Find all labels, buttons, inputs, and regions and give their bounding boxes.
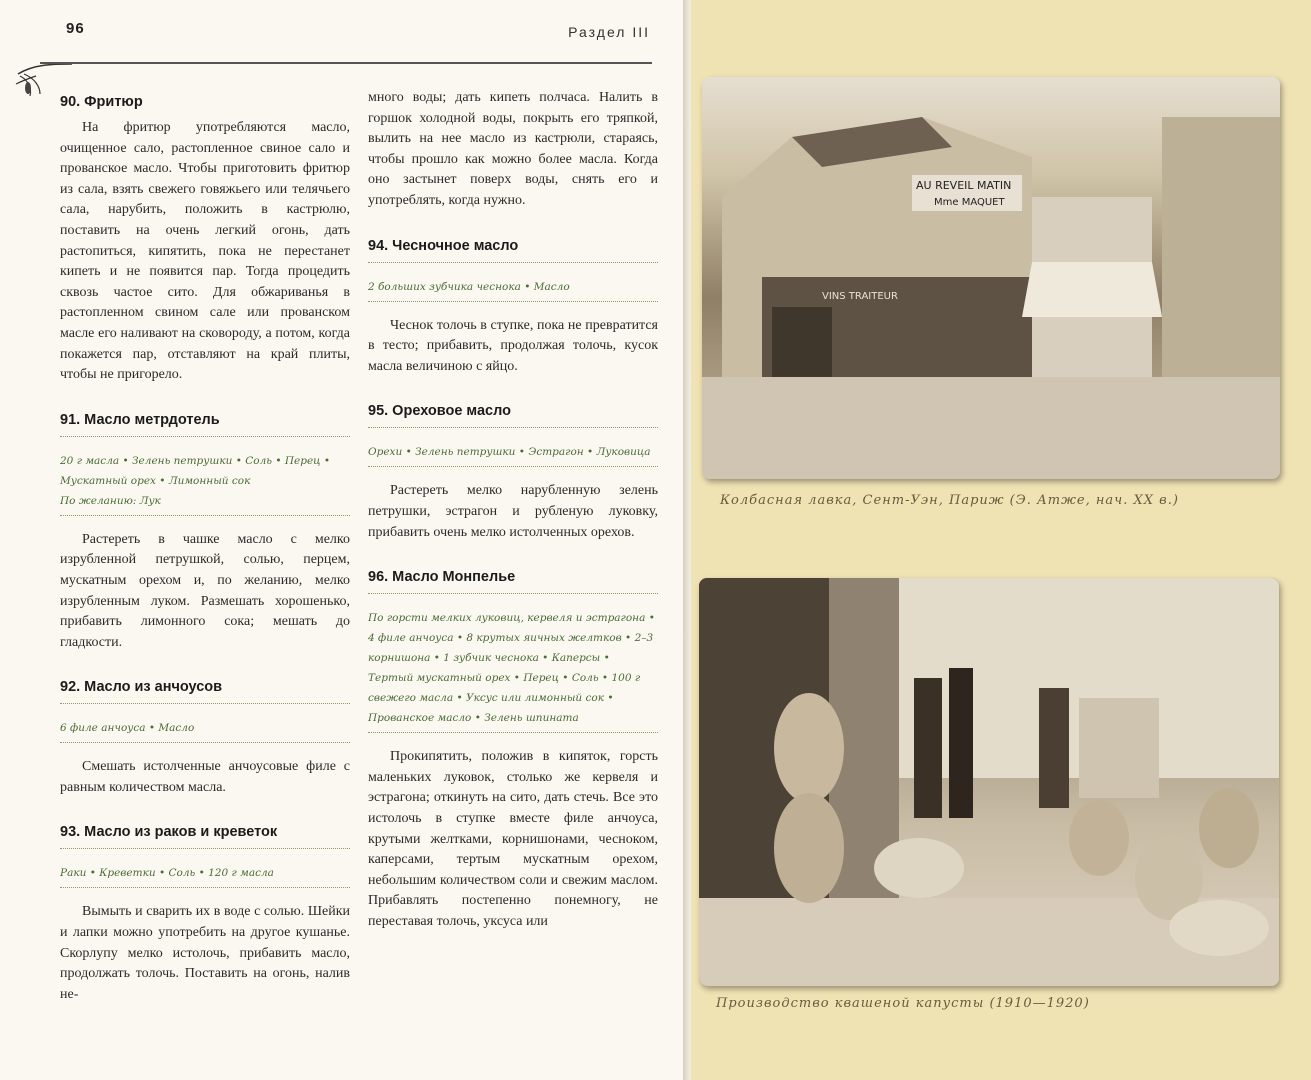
- divider: [60, 436, 350, 443]
- recipe-text: Растереть мелко нарубленную зелень петрушки, эстрагон и рубленую луковку, прибавить очень мелко истолченных орехов.: [368, 483, 658, 540]
- divider: [368, 262, 658, 269]
- recipe-text: Чеснок толочь в ступке, пока не превратится в тесто; прибавить, продолжая толочь, кусок масла величиною с яйцо.: [368, 317, 658, 374]
- recipe-92: [60, 679, 350, 798]
- recipe-text: Прокипятить, положив в кипяток, горсть маленьких луковок, столько же кервеля и эстрагона; откинуть на сито, дать стечь. Все это истолочь в ступке вместе филе анчоуса, крутыми желтками, корнишонами, чесноком, каперсами, тертым мускатным орехом, небольшим количеством соли и свежим маслом. Прибавлять постепенно понемногу, не переставая толочь, уксуса или: [368, 749, 658, 929]
- recipe-title: 91. Масло метрдотель: [60, 411, 220, 428]
- recipe-text: Вымыть и сварить их в воде с солью. Шейки и лапки можно употребить на другое кушанье. Скорлупу мелко истолочь, прибавить масло, продолжать толочь. Поставить на огонь, налив не-: [60, 904, 350, 1002]
- ingredients: По горсти мелких луковиц, кервеля и эстрагона • 4 филе анчоуса • 8 крутых яичных желтков • 2–3 корнишона • 1 зубчик чеснока • Каперсы • Тертый мускатный орех • Перец • Соль • 100 г свежего масла • Уксус или лимонный сок • Прованское масло • Зелень шпината: [368, 612, 655, 725]
- divider: [60, 515, 350, 522]
- section-title: Раздел III: [568, 24, 650, 40]
- recipe-90: [60, 94, 350, 386]
- recipe-93: [60, 824, 350, 1005]
- right-column: [368, 88, 658, 946]
- recipe-title: 96. Масло Монпелье: [368, 569, 516, 586]
- recipe-91: [60, 412, 350, 654]
- photo-sausage-shop: [702, 77, 1280, 479]
- recipe-94: [368, 238, 658, 378]
- divider: [368, 732, 658, 739]
- divider: [368, 427, 658, 434]
- divider: [368, 593, 658, 600]
- photo-illustration: [702, 77, 1280, 479]
- shop-sign: Mme MAQUET: [934, 197, 1005, 208]
- recipe-96: [368, 569, 658, 932]
- recipe-title: 90. Фритюр: [60, 94, 143, 110]
- recipe-title: 95. Ореховое масло: [368, 403, 511, 420]
- divider: [60, 848, 350, 855]
- photo-caption: Колбасная лавка, Сент-Уэн, Париж (Э. Атже, нач. XX в.): [720, 493, 1179, 508]
- divider: [60, 703, 350, 710]
- continuation-text: много воды; дать кипеть полчаса. Налить в горшок холодной воды, покрыть его тряпкой, вылить на нее масло из кастрюли, стараясь, чтобы прошло как можно более масла. Когда оно застынет поверх воды, снять его и употреблять, когда нужно.: [368, 90, 658, 208]
- photo-caption: Производство квашеной капусты (1910—1920): [716, 996, 1090, 1011]
- page-gutter: [683, 0, 691, 1080]
- recipe-title: 94. Чесночное масло: [368, 237, 519, 254]
- header-rule: [40, 62, 652, 64]
- ingredients: 6 филе анчоуса • Масло: [60, 722, 195, 735]
- page-number: 96: [66, 20, 85, 37]
- recipe-text: Смешать истолченные анчоусовые филе с равным количеством масла.: [60, 759, 350, 795]
- shop-sign: AU REVEIL MATIN: [916, 179, 1012, 192]
- divider: [60, 742, 350, 749]
- ingredients: Орехи • Зелень петрушки • Эстрагон • Луковица: [368, 446, 651, 459]
- ingredients: 2 больших зубчика чеснока • Масло: [368, 280, 570, 293]
- divider: [368, 301, 658, 308]
- recipe-text: На фритюр употребляются масло, очищенное сало, растопленное свиное сало и прованское масло. Чтобы приготовить фритюр из сала, взять свежего говяжьего или телячьего сала, нарубить, положить в кастрюлю, поставить на очень легкий огонь, дать растопиться, кипятить, пока не перестанет кипеть и не появится пар. Тогда процедить сквозь частое сито. Для обжариванья в растопленном свином сале или прованском масле его наливают на сковороду, а потом, когда покажется пар, отставляют на край плиты, чтобы не пригорело.: [60, 120, 350, 383]
- left-column: [60, 88, 350, 1019]
- recipe-title: 93. Масло из раков и креветок: [60, 824, 278, 841]
- photo-illustration: [699, 578, 1279, 986]
- divider: [60, 887, 350, 894]
- ingredients: Раки • Креветки • Соль • 120 г масла: [60, 867, 274, 880]
- recipe-title: 92. Масло из анчоусов: [60, 679, 223, 696]
- shop-sign: VINS TRAITEUR: [822, 291, 898, 302]
- recipe-text: Растереть в чашке масло с мелко изрубленной петрушкой, солью, перцем, мускатным орехом и, по желанию, мелко изрубленным луком. Размешать хорошенько, прибавить лимонного сока; мешать до гладкости.: [60, 531, 350, 650]
- divider: [368, 466, 658, 473]
- photo-sauerkraut-production: [699, 578, 1279, 986]
- recipe-95: [368, 403, 658, 543]
- ingredients: 20 г масла • Зелень петрушки • Соль • Перец • Мускатный орех • Лимонный сок По желанию: Лук: [60, 454, 331, 507]
